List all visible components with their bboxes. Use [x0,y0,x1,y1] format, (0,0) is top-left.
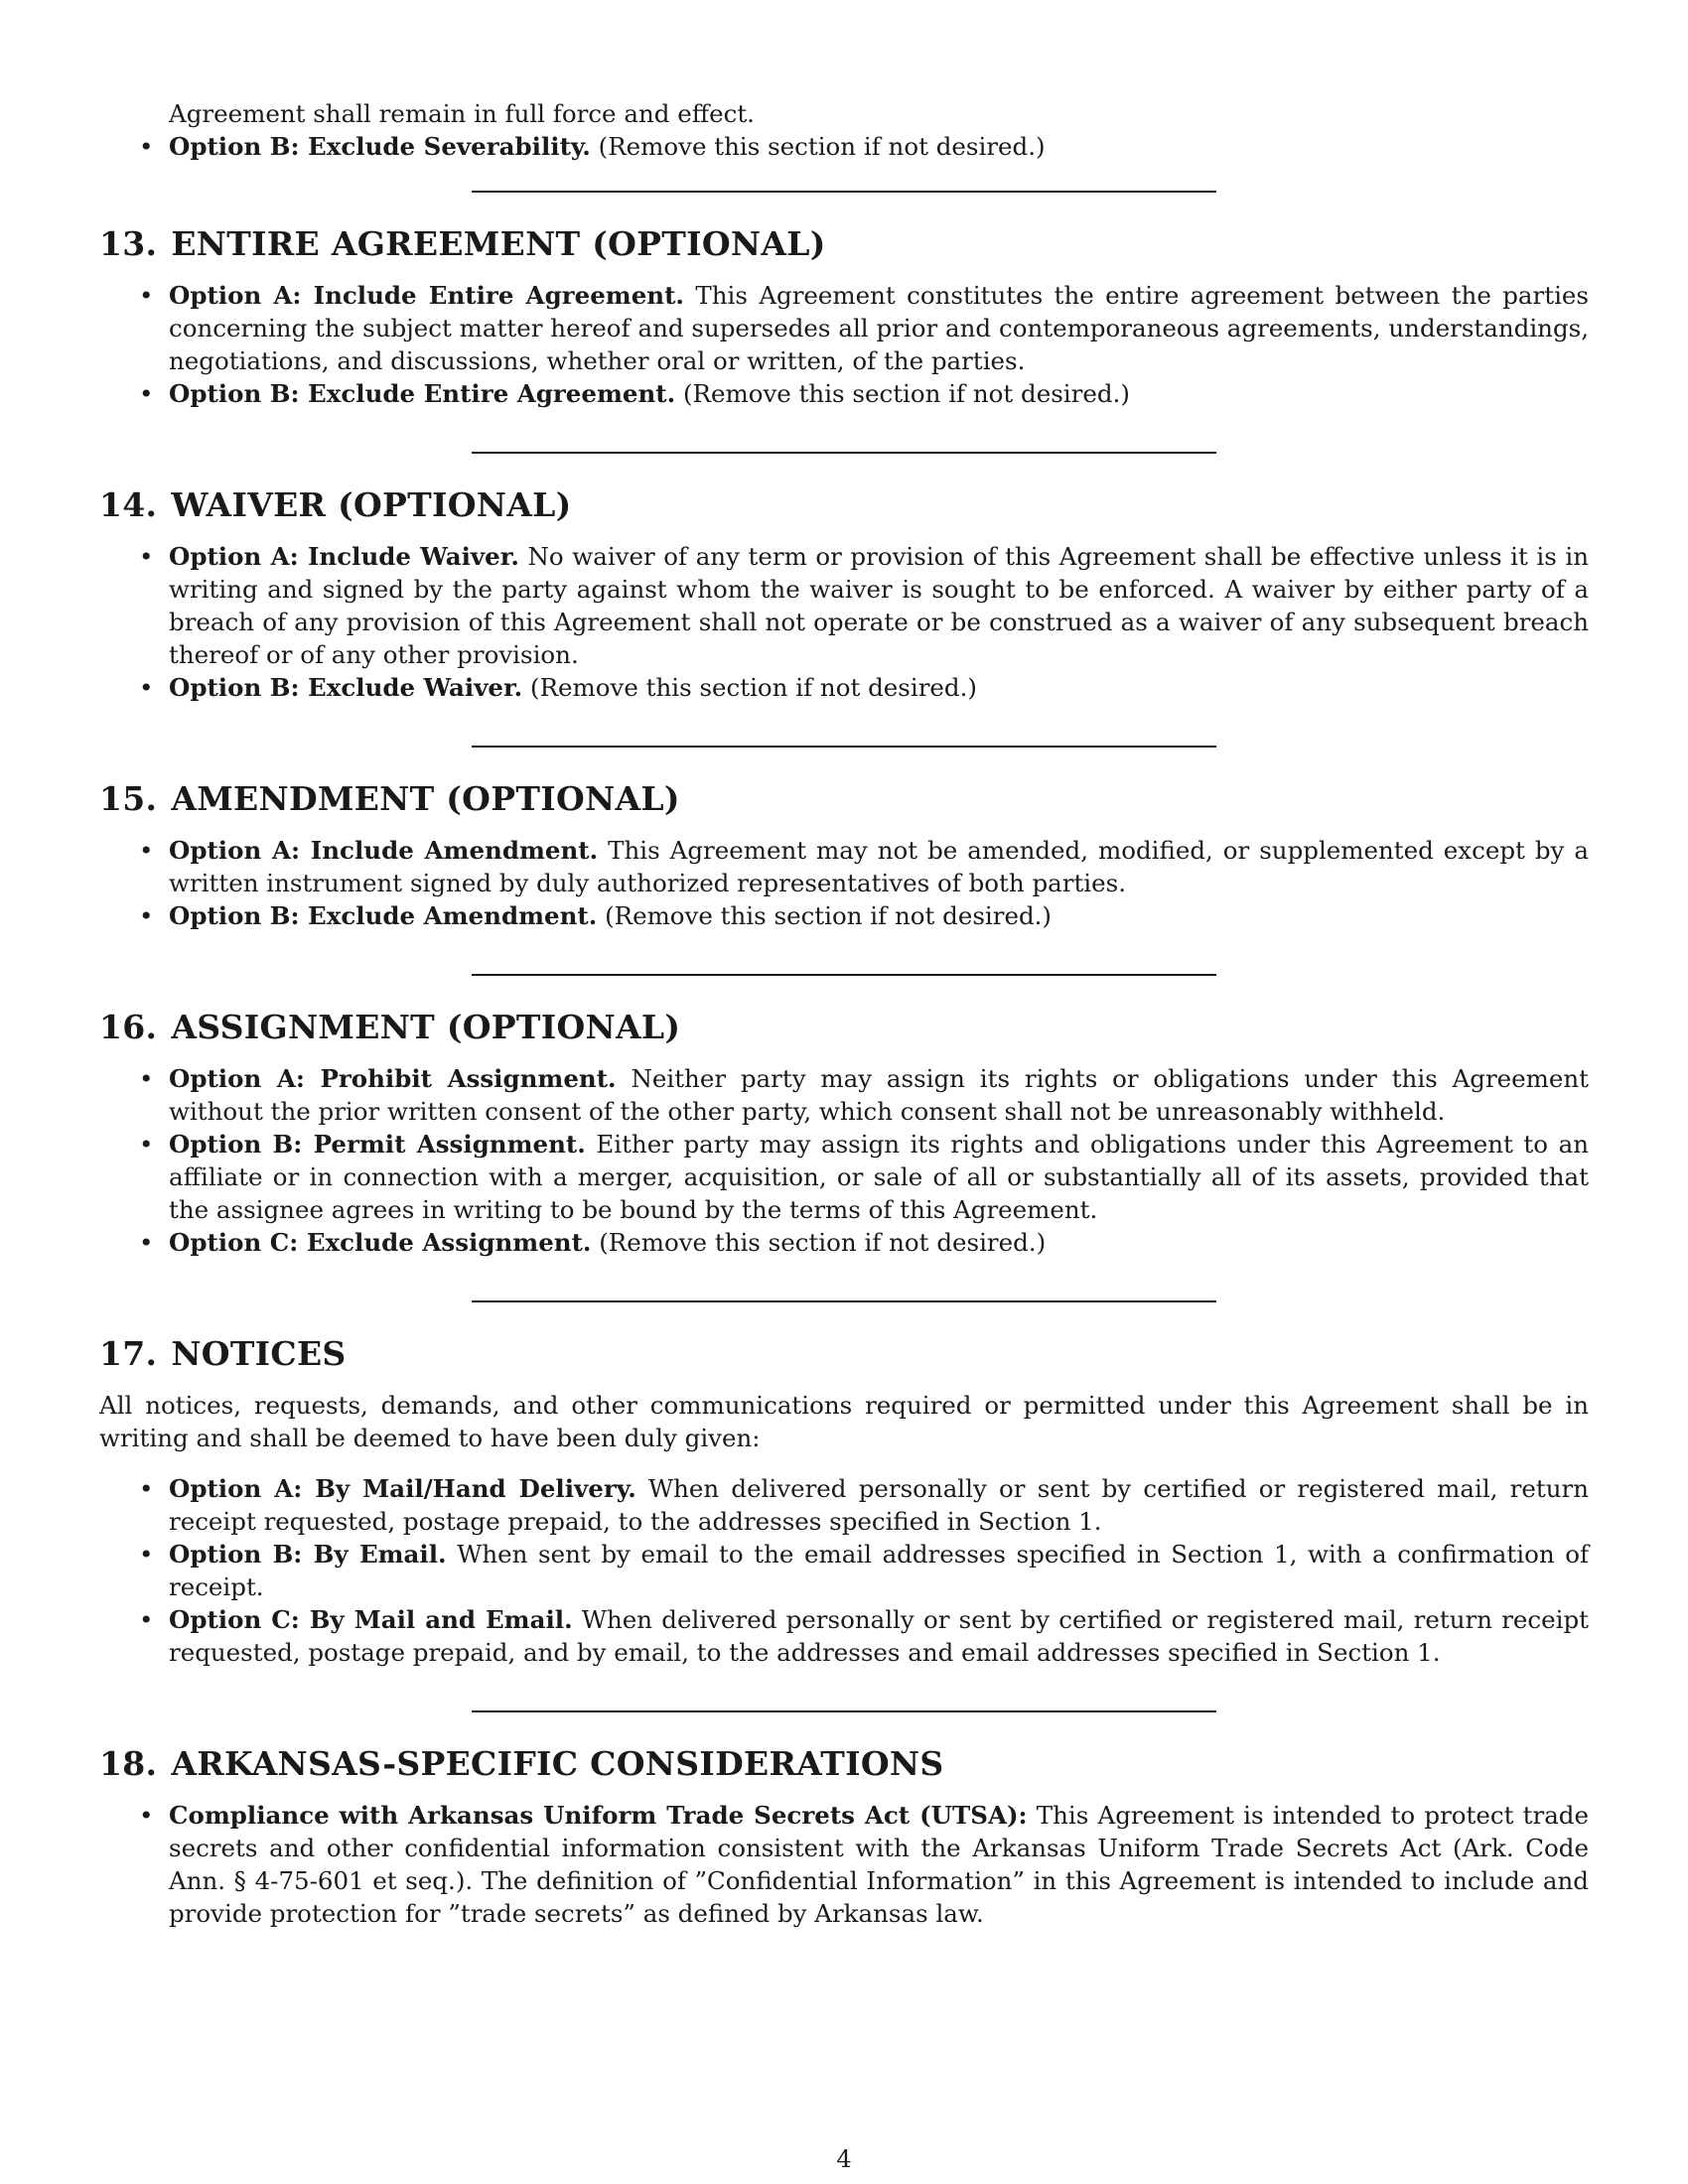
option-item [99,834,1589,899]
option-label: Option C: Exclude Assignment. [169,1228,592,1257]
section-divider [472,452,1216,454]
option-text: (Remove this section if not desired.) [605,901,1052,930]
section-divider [472,746,1216,748]
section-divider [472,1710,1216,1712]
option-text: Neither party may assign its rights or obligations under this Agreement without the prior written consent of the other party, which consent shall not be unreasonably withheld. [169,1064,1590,1126]
option-item [99,1128,1589,1226]
section-title: WAIVER (OPTIONAL) [171,485,572,524]
option-label: Option B: Exclude Amendment. [169,901,598,930]
option-label: Option A: By Mail/Hand Delivery. [169,1474,636,1503]
carryover-text: Agreement shall remain in full force and effect. [169,99,755,128]
option-text: No waiver of any term or provision of this Agreement shall be effective unless it is in writing and signed by the party against whom the waiver is sought to be enforced. A waiver by either party of a breach of any provision of this Agreement shall not operate or be construed as a waiver of any subsequent breach thereof or of any other provision. [169,542,1589,669]
option-text: This Agreement is intended to protect trade secrets and other confidential information consistent with the Arkansas Uniform Trade Secrets Act (Ark. Code Ann. § 4-75-601 et seq.). The definition of ”Confidential Information” in this Agreement is intended to include and provide protection for ”trade secrets” as defined by Arkansas law. [169,1801,1589,1928]
page-number: 4 [836,2145,852,2173]
section-17 [99,1334,1589,1669]
option-text: Either party may assign its rights and obligations under this Agreement to an affiliate or in connection with a merger, acquisition, or sale of all or substantially all of its assets, provided that the assignee agrees in writing to be bound by the terms of this Agreement. [169,1130,1589,1224]
section-number: 16. [99,1008,158,1046]
option-label: Option A: Include Amendment. [169,836,599,865]
option-label: Option B: Exclude Severability. [169,132,591,161]
section-divider [472,974,1216,976]
section-heading [99,485,1589,525]
section-15 [99,779,1589,932]
section-intro: All notices, requests, demands, and other communications required or permitted under this Agreement shall be in writing and shall be deemed to have been duly given: [99,1391,1589,1452]
section-title: AMENDMENT (OPTIONAL) [171,779,680,818]
section-18 [99,1744,1589,1930]
section-title: ENTIRE AGREEMENT (OPTIONAL) [171,224,826,263]
severability-carryover [99,97,1589,163]
option-item [99,1062,1589,1128]
section-number: 13. [99,224,158,263]
option-label: Option B: Permit Assignment. [169,1130,586,1159]
option-item [99,279,1589,377]
section-heading [99,224,1589,264]
section-14 [99,485,1589,704]
option-text: (Remove this section if not desired.) [598,132,1046,161]
section-heading [99,1008,1589,1047]
option-label: Option C: By Mail and Email. [169,1605,573,1634]
section-divider [472,1300,1216,1302]
section-title: NOTICES [171,1334,347,1373]
section-number: 14. [99,485,158,524]
option-item [99,1603,1589,1669]
option-label: Option B: By Email. [169,1540,447,1569]
section-heading [99,779,1589,819]
option-label: Option A: Prohibit Assignment. [169,1064,617,1093]
option-label: Option B: Exclude Waiver. [169,673,523,702]
section-title: ARKANSAS-SPECIFIC CONSIDERATIONS [171,1744,944,1783]
section-number: 17. [99,1334,158,1373]
option-label: Compliance with Arkansas Uniform Trade Secrets Act (UTSA): [169,1801,1028,1830]
option-label: Option A: Include Waiver. [169,542,519,571]
option-item [99,1799,1589,1930]
option-item [99,1472,1589,1538]
option-item [99,899,1589,932]
option-text: (Remove this section if not desired.) [599,1228,1047,1257]
section-number: 15. [99,779,158,818]
section-title: ASSIGNMENT (OPTIONAL) [171,1008,681,1046]
option-item [99,1226,1589,1259]
option-text: This Agreement may not be amended, modified, or supplemented except by a written instrument signed by duly authorized representatives of both parties. [169,836,1589,897]
option-label: Option A: Include Entire Agreement. [169,281,684,310]
section-13 [99,224,1589,410]
option-item [99,540,1589,671]
document-page [99,97,1589,1930]
option-item [99,1538,1589,1603]
option-text: (Remove this section if not desired.) [682,379,1130,408]
option-item [99,671,1589,704]
option-text: When delivered personally or sent by certified or registered mail, return receipt requested, postage prepaid, and by email, to the addresses and email addresses specified in Section 1. [169,1605,1589,1667]
option-label: Option B: Exclude Entire Agreement. [169,379,676,408]
option-text: This Agreement constitutes the entire agreement between the parties concerning the subject matter hereof and supersedes all prior and contemporaneous agreements, understandings, negotiations, and discussions, whether oral or written, of the parties. [169,281,1589,375]
section-16 [99,1008,1589,1259]
section-divider [472,191,1216,193]
option-text: When sent by email to the email addresses specified in Section 1, with a confirmation of receipt. [169,1540,1590,1601]
section-heading [99,1744,1589,1784]
option-text: (Remove this section if not desired.) [530,673,977,702]
option-item [99,130,1589,163]
option-text: When delivered personally or sent by certified or registered mail, return receipt requested, postage prepaid, to the addresses specified in Section 1. [169,1474,1589,1536]
section-number: 18. [99,1744,158,1783]
section-heading [99,1334,1589,1374]
option-item [99,377,1589,410]
